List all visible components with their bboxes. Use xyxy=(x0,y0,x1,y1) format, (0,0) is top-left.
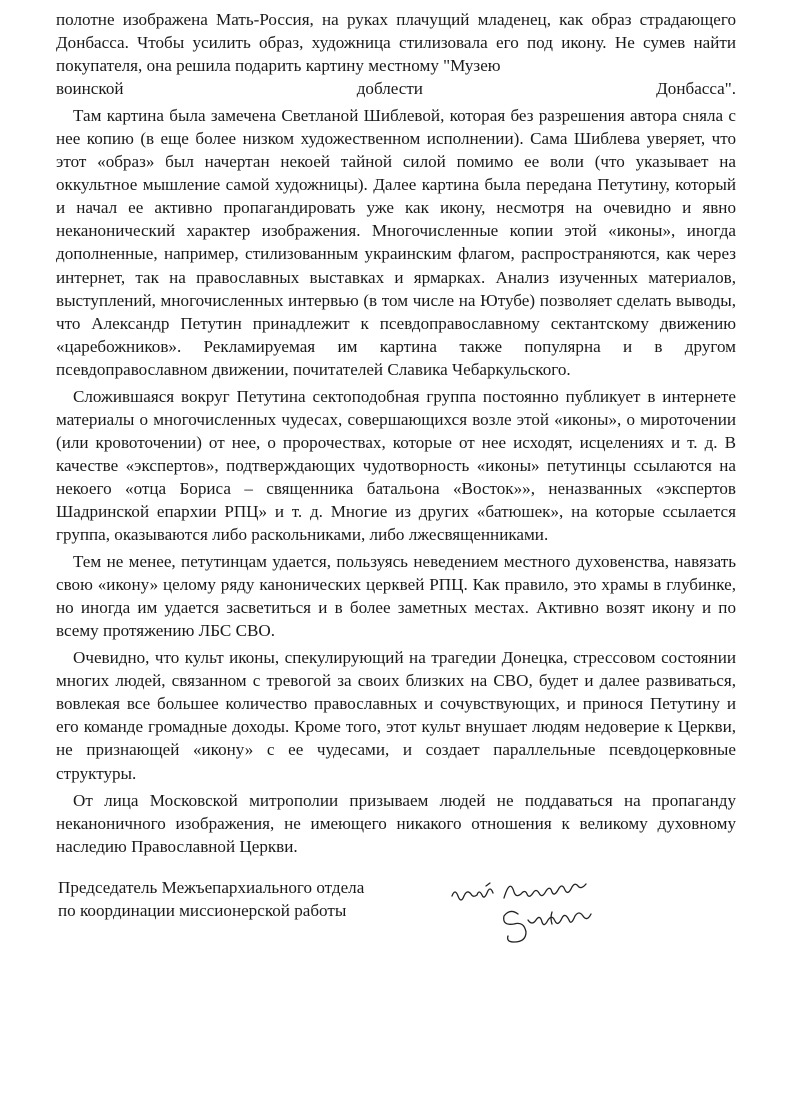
paragraph-2: Там картина была замечена Светланой Шиблевой, которая без разрешения автора сняла с нее копию (в еще более низком художественном исполнении). Сама Шиблева уверяет, что этот «образ» был начертан некоей тайной силой помимо ее воли (что указывает на оккультное мышление самой художницы). Далее картина была передана Петутину, который и начал ее активно пропагандировать уже как икону, несмотря на очевидно и явно неканонический характер изображения. Многочисленные копии этой «иконы», иногда дополненные, например, стилизованным украинским флагом, распространяются, как через интернет, так на православных выставках и ярмарках. Анализ изученных материалов, выступлений, многочисленных интервью (в том числе на Ютубе) позволяет сделать выводы, что Александр Петутин принадлежит к псевдоправославному сектантскому движению «царебожников». Рекламируемая им картина также популярна и в другом псевдоправославном движении, почитателей Славика Чебаркульского. xyxy=(56,106,736,379)
signatory-title-line-1: Председатель Межъепархиального отдела xyxy=(58,878,365,897)
handwritten-signature xyxy=(448,874,598,944)
paragraph-6: От лица Московской митрополии призываем людей не поддаваться на пропаганду неканоничного изображения, не имеющего никакого отношения к великому духовному наследию Православной Церкви. xyxy=(56,790,736,856)
paragraph-continuation: полотне изображена Мать-Россия, на руках плачущий младенец, как образ страдающего Донбасса. Чтобы усилить образ, художница стилизовала его под икону. Не сумев найти покупателя, она решила подарить картину местному "Музею xyxy=(56,10,736,76)
document-body xyxy=(56,0,736,858)
paragraph-5: Очевидно, что культ иконы, спекулирующий на трагедии Донецка, стрессовом состоянии многих людей, связанном с тревогой за своих близких на СВО, будет и далее развиваться, вовлекая все большее количество православных и сочувствующих, и принося Петутину и его команде громадные доходы. Кроме того, этот культ внушает людям недоверие к Церкви, не признающей «икону» с ее чудесами, и создает параллельные псевдоцерковные структуры. xyxy=(56,648,736,783)
paragraph-continuation-end: воинской доблести Донбасса". xyxy=(56,79,736,99)
paragraph-3: Сложившаяся вокруг Петутина сектоподобная группа постоянно публикует в интернете материалы о многочисленных чудесах, совершающихся возле этой «иконы», о мироточении (или кровоточении) от нее, о пророчествах, которые от нее исходят, исцелениях и т. д. В качестве «экспертов», подтверждающих чудотворность «иконы» петутинцы ссылаются на некоего «отца Бориса – священника батальона «Восток»», неназванных «экспертов Шадринской епархии РПЦ» и т. д. Многие из других «батюшек», на которые ссылается группа, оказываются либо раскольниками, либо лжесвященниками. xyxy=(56,386,736,545)
paragraph-4: Тем не менее, петутинцам удается, пользуясь неведением местного духовенства, навязать свою «икону» целому ряду канонических церквей РПЦ. Как правило, это храмы в глубинке, но иногда им удается засветиться и в более заметных местах. Активно возят икону и по всему протяжению ЛБС СВО. xyxy=(56,552,736,641)
signatory-title xyxy=(58,876,364,922)
signatory-title-line-2: по координации миссионерской работы xyxy=(58,901,347,920)
